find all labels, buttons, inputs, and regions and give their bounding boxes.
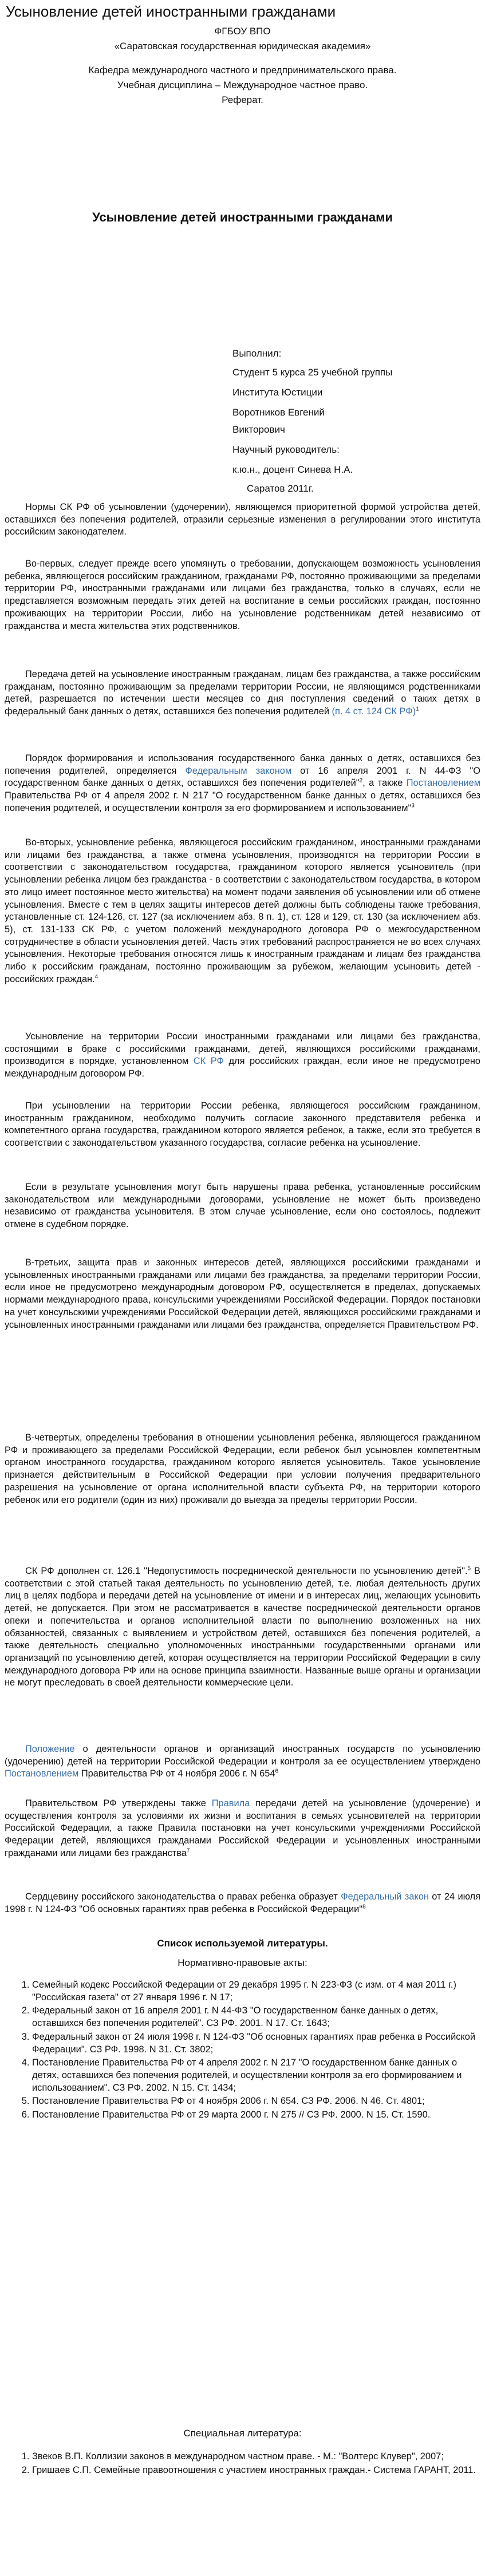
link-federal-law-2[interactable]: Федеральный закон [341, 1892, 429, 1902]
special-literature-title: Специальная литература: [183, 2428, 302, 2439]
university-abbr: ФГБОУ ВПО [214, 26, 271, 37]
document-top-title: Усыновление детей иностранными гражданами [6, 3, 336, 20]
reference-item: 1. Семейный кодекс Российской Федерации от 29 декабря 1995 г. N 223-ФЗ (с изм. от 4 мая 2011 г.) "Российская газета" от 27 января 1996 г. N 17; [32, 1979, 480, 2004]
reference-item: 3. Федеральный закон от 24 июля 1998 г. N 124-ФЗ "Об основных гарантиях прав ребенка в Российской Федерации". СЗ РФ. 1998. N 31. Ст. 3802; [32, 2031, 480, 2056]
reference-item: 6. Постановление Правительства РФ от 29 марта 2000 г. N 275 // СЗ РФ. 2000. N 15. Ст. 1590. [32, 2109, 480, 2122]
paragraph-13: Правительством РФ утверждены также Правила передачи детей на усыновление (удочерение) и осуществления контроля за условиями их жизни и воспитания в семьях усыновителей на территории Российской Федерации, а также Правила постановки на учет консульскими учреждениями Российской Федерации детей, являющихся гражданами Российской Федерации и усыновленных иностранными гражданами или лицами без гражданства$^7$ [5, 1798, 481, 1858]
paragraph-14: Сердцевину российского законодательства о правах ребенка образует Федеральный закон от 24 июля 1998 г. N 124-ФЗ "Об основных гарантиях прав ребенка в Российской Федерации"$^8$ [5, 1892, 480, 1914]
references-title: Список используемой литературы. [157, 1938, 328, 1949]
link-federal-law[interactable]: Федеральным законом [185, 765, 292, 776]
link-rules[interactable]: Правила [211, 1798, 250, 1809]
document-page: Усыновление детей иностранными гражданами ФГБОУ ВПО «Саратовская государственная юридическая академия» Кафедра международного частного и предпринимательского права. Учебная дисциплина – Международное частное право. Реферат. Усыновление детей иностранными гражданами Выполнил: Студент 5 курса 25 учебной группы Института Юстиции Воротников Евгений Викторович Научный руководитель: к.ю.н., доцент Синева Н.А. Саратов 2011г. Нормы СК РФ об усыновлении (удочерении), являющемся приоритетной формой устройства детей, оставшихся без попечения родителей, отразили серьезные изменения в регулировании этого института российским законодателем. Во-первых, следует прежде всего упомянуть о требовании, допускающем возможность усыновления ребенка, являющегося российским гражданином, гражданами РФ, постоянно проживающими за пределами территории РФ, иностранными гражданами или лицами без гражданства, только в случаях, если не представляется возможным передать этих детей на воспитание в семьи российских граждан, постоянно проживающих на территории России, либо на усыновление родственникам детей независимо от гражданства и места жительства этих родственников. Передача детей на усыновление иностранным гражданам, лицам без гражданства, а также российским гражданам, постоянно проживающим за пределами территории России, не являющимся родственниками детей, разрешается по истечении шести месяцев со дня поступления сведений о таких детях в федеральный банк данных о детях, оставшихся без попечения родителей (п. 4 ст. 124 СК РФ)$^1$ Порядок формирования и использования государственного банка данных о детях, оставшихся без попечения родителей, определяется Федеральным законом от 16 апреля 2001 г. N 44-ФЗ "О государственном банке данных о детях, оставшихся без попечения родителей"$^2$, а также Постановлением Правительства РФ от 4 апреля 2002 г. N 217 "О государственном банке данных о детях, оставшихся без попечения родителей, и осуществлении контроля за его формированием и использованием"$^3$ Во-вторых, усыновление ребенка, являющегося российским гражданином, иностранными гражданами или лицами без гражданства, а также отмена усыновления, производятся на территории России в соответствии с законодательством государства, гражданином которого является усыновитель (при усыновлении ребенка лицом без гражданства - в соответствии с законодательством государства, в котором это лицо имеет постоянное место жительства) на момент подачи заявления об усыновлении или об отмене усыновления. Вместе с тем в целях защиты интересов детей должны быть соблюдены также требования, установленные ст. 124-126, ст. 127 (за исключением абз. 8 п. 1), ст. 128 и 129, ст. 130 (за исключением абз. 5), ст. 131-133 СК РФ, с учетом положений международного договора РФ о межгосударственном сотрудничестве в области усыновления детей. Часть этих требований распространяется не во всех случаях усыновления. Некоторые требования относятся лишь к иностранным гражданам и лицам без гражданства либо к российским гражданам, постоянно проживающим за рубежом, желающим усыновить детей - российских граждан.$^4$ Усыновление на территории России иностранными гражданами или лицами без гражданства, состоящими в браке с российскими гражданами, детей, являющихся российскими гражданами, производится в порядке, установленном СК РФ для российских граждан, если иное не предусмотрено международным договором РФ. При усыновлении на территории России ребенка, являющегося российским гражданином, иностранным гражданином, необходимо получить согласие законного представителя ребенка и компетентного органа государства, гражданином которого является ребенок, а также, если это требуется в соответствии с законодательством указанного государства, согласие ребенка на усыновление. Если в результате усыновления могут быть нарушены права ребенка, установленные российским законодательством или международными договорами, усыновление не может быть произведено независимо от гражданства усыновителя. В этом случае усыновление, если оно состоялось, подлежит отмене в судебном порядке. В-третьих, защита прав и законных интересов детей, являющихся российскими гражданами и усыновленных иностранными гражданами или лицами без гражданства, за пределами территории России, если иное не предусмотрено международным договором РФ, осуществляется в пределах, допускаемых нормами международного права, консульскими учреждениями Российской Федерации. Порядок постановки на учет консульскими учреждениями Российской Федерации детей, являющихся российскими гражданами и усыновленных иностранными гражданами или лицами без гражданства, определяется Правительством РФ. В-четвертых, определены требования в отношении усыновления ребенка, являющегося гражданином РФ и проживающего за пределами Российской Федерации, если ребенок был усыновлен компетентным органом иностранного государства, гражданином которого является усыновитель. Такое усыновление признается действительным в Российской Федерации при условии получения предварительного разрешения на усыновление от органа исполнительной власти субъекта РФ, на территории которого ребенок или его родители (один из них) проживали до выезда за пределы территории России. СК РФ дополнен ст. 126.1 "Недопустимость посреднической деятельности по усыновлению детей".$^5$ В соответствии с этой статьей такая деятельность по усыновлению детей, т.е. любая деятельность других лиц в целях подбора и передачи детей на усыновление от имени и в интересах лиц, желающих усыновить детей, не допускается. При этом не рассматривается в качестве посреднической деятельности органов опеки и попечительства и органов исполнительной власти по выполнению возложенных на них обязанностей, связанных с выявлением и устройством детей, оставшихся без попечения родителей, а также деятельность специально уполномоченных иностранными государственными органами или организаций по усыновлению детей, которая осуществляется на территории Российской Федерации в силу международного договора РФ или на основе принципа взаимности. Названные выше органы и организации не могут преследовать в своей деятельности коммерческие цели. Положение о деятельности органов и организаций иностранных государств по усыновлению (удочерению) детей на территории Российской Федерации и контроля за ее осуществлением утверждено Постановлением Правительства РФ от 4 ноября 2006 г. N $654^6$ Правительством РФ утверждены также Правила передачи детей на усыновление (удочерение) и осуществления контроля за условиями их жизни и воспитания в семьях усыновителей на территории Российской Федерации, а также Правила постановки на учет консульскими учреждениями Российской Федерации детей, являющихся гражданами Российской Федерации и усыновленных иностранными гражданами или лицами без гражданства$^7$ Сердцевину российского законодательства о правах ребенка образует Федеральный закон от 24 июля 1998 г. N 124-ФЗ "Об основных гарантиях прав ребенка в Российской Федерации"$^8$ Список используемой литературы. Нормативно-правовые акты: 1. Семейный кодекс Российской Федерации от 29 декабря 1995 г. N 223-ФЗ (с изм. от 4 мая 2011 г.) "Российская газета" от 27 января 1996 г. N 17; 2. Федеральный закон от 16 апреля 2001 г. N 44-ФЗ "О государственном банке данных о детях, оставшихся без попечения родителей". СЗ РФ. 2001. N 17. Ст. 1643; 3. Федеральный закон от 24 июля 1998 г. N 124-ФЗ "Об основных гарантиях прав ребенка в Российской Федерации". СЗ РФ. 1998. N 31. Ст. 3802; 4. Постановление Правительства РФ от 4 апреля 2002 г. N 217 "О государственном банке данных о детях, оставшихся без попечения родителей, и осуществлении контроля за его формированием и использованием". СЗ РФ. 2002. N 15. Ст. 1434; 5. Постановление Правительства РФ от 4 ноября 2006 г. N 654. СЗ РФ. 2006. N 46. Ст. 4801; 6. Постановление Правительства РФ от 29 марта 2000 г. N 275 // СЗ РФ. 2000. N 15. Ст. 1590. Специальная литература: 1. Звеков В.П. Коллизии законов в международном частном праве. - М.: "Волтерс Клувер", 2007; 2. Гришаев С.П. Семейные правоотношения с участием иностранных граждан.- Система ГАРАНТ, 2011. [0, 0, 485, 2576]
normative-acts-title: Нормативно-правовые акты: [178, 1957, 307, 1968]
link-sk[interactable]: СК РФ [193, 1056, 224, 1067]
department: Кафедра международного частного и предпринимательского права. [88, 65, 397, 76]
paragraph-7: При усыновлении на территории России ребенка, являющегося российским гражданином, иностранным гражданином, необходимо получить согласие законного представителя ребенка и компетентного органа государства, гражданином которого является ребенок, а также, если это требуется в соответствии с законодательством указанного государства, согласие ребенка на усыновление. [5, 1101, 480, 1149]
link-resolution-2[interactable]: Постановлением [5, 1768, 79, 1779]
paragraph-12: Положение о деятельности органов и организаций иностранных государств по усыновлению (удочерению) детей на территории Российской Федерации и контроля за ее осуществлением утверждено Постановлением Правительства РФ от 4 ноября 2006 г. N $654^6$ [5, 1744, 480, 1779]
special-literature-list [5, 2451, 480, 2478]
paragraph-10: В-четвертых, определены требования в отношении усыновления ребенка, являющегося гражданином РФ и проживающего за пределами Российской Федерации, если ребенок был усыновлен компетентным органом иностранного государства, гражданином которого является усыновитель. Такое усыновление признается действительным в Российской Федерации при условии получения предварительного разрешения на усыновление от органа исполнительной власти субъекта РФ, на территории которого ребенок или его родители (один из них) проживали до выезда за пределы территории России. [5, 1433, 480, 1505]
paragraph-5: Во-вторых, усыновление ребенка, являющегося российским гражданином, иностранными гражданами или лицами без гражданства, а также отмена усыновления, производятся на территории России в соответствии с законодательством государства, гражданином которого является усыновитель (при усыновлении ребенка лицом без гражданства - в соответствии с законодательством государства, в котором это лицо имеет постоянное место жительства) на момент подачи заявления об усыновлении или об отмене усыновления. Вместе с тем в целях защиты интересов детей должны быть соблюдены также требования, установленные ст. 124-126, ст. 127 (за исключением абз. 8 п. 1), ст. 128 и 129, ст. 130 (за исключением абз. 5), ст. 131-133 СК РФ, с учетом положений международного договора РФ о межгосударственном сотрудничестве в области усыновления детей. Часть этих требований распространяется не во всех случаях усыновления. Некоторые требования относятся лишь к иностранным гражданам и лицам без гражданства либо к российским гражданам, постоянно проживающим за рубежом, желающим усыновить детей - российских граждан.$^4$ [5, 837, 480, 984]
university-name: «Саратовская государственная юридическая академия» [114, 41, 371, 52]
discipline: Учебная дисциплина – Международное частное право. [117, 80, 368, 90]
link-resolution[interactable]: Постановлением [406, 778, 480, 789]
paragraph-8: Если в результате усыновления могут быть нарушены права ребенка, установленные российским законодательством или международными договорами, усыновление не может быть произведено независимо от гражданства усыновителя. В этом случае усыновление, если оно состоялось, подлежит отмене в судебном порядке. [5, 1182, 480, 1230]
paragraph-9: В-третьих, защита прав и законных интересов детей, являющихся российскими гражданами и усыновленных иностранными гражданами или лицами без гражданства, за пределами территории России, если иное не предусмотрено международным договором РФ, осуществляется в пределах, допускаемых нормами международного права, консульскими учреждениями Российской Федерации. Порядок постановки на учет консульскими учреждениями Российской Федерации детей, являющихся российскими гражданами и усыновленных иностранными гражданами или лицами без гражданства, определяется Правительством РФ. [5, 1257, 480, 1330]
reference-item: 1. Звеков В.П. Коллизии законов в международном частном праве. - М.: "Волтерс Клувер", 2007; [32, 2451, 480, 2463]
reference-item: 4. Постановление Правительства РФ от 4 апреля 2002 г. N 217 "О государственном банке данных о детях, оставшихся без попечения родителей, и осуществлении контроля за его формированием и использованием". СЗ РФ. 2002. N 15. Ст. 1434; [32, 2057, 480, 2094]
paragraph-3: Передача детей на усыновление иностранным гражданам, лицам без гражданства, а также российским гражданам, постоянно проживающим за пределами территории России, не являющимся родственниками детей, разрешается по истечении шести месяцев со дня поступления сведений о таких детях в федеральный банк данных о детях, оставшихся без попечения родителей (п. 4 ст. 124 СК РФ)$^1$ [5, 669, 480, 717]
reference-item: 5. Постановление Правительства РФ от 4 ноября 2006 г. N 654. СЗ РФ. 2006. N 46. Ст. 4801; [32, 2095, 480, 2108]
reference-item: 2. Гришаев С.П. Семейные правоотношения с участием иностранных граждан.- Система ГАРАНТ, 2011. [32, 2464, 480, 2477]
reference-item: 2. Федеральный закон от 16 апреля 2001 г. N 44-ФЗ "О государственном банке данных о детях, оставшихся без попечения родителей". СЗ РФ. 2001. N 17. Ст. 1643; [32, 2005, 480, 2029]
paragraph-6: Усыновление на территории России иностранными гражданами или лицами без гражданства, состоящими в браке с российскими гражданами, детей, являющихся российскими гражданами, производится в порядке, установленном СК РФ для российских граждан, если иное не предусмотрено международным договором РФ. [5, 1031, 480, 1079]
link-sk-rf[interactable]: (п. 4 ст. 124 СК РФ) [332, 706, 416, 717]
paragraph-11: СК РФ дополнен ст. 126.1 "Недопустимость посреднической деятельности по усыновлению детей".$^5$ В соответствии с этой статьей такая деятельность по усыновлению детей, т.е. любая деятельность других лиц в целях подбора и передачи детей на усыновление от имени и в интересах лиц, желающих усыновить детей, не допускается. При этом не рассматривается в качестве посреднической деятельности органов опеки и попечительства и органов исполнительной власти по выполнению возложенных на них обязанностей, связанных с выявлением и устройством детей, оставшихся без попечения родителей, а также деятельность специально уполномоченных иностранными государственными органами или организаций по усыновлению детей, которая осуществляется на территории Российской Федерации в силу международного договора РФ или на основе принципа взаимности. Названные выше органы и организации не могут преследовать в своей деятельности коммерческие цели. [5, 1565, 480, 1688]
paragraph-1: Нормы СК РФ об усыновлении (удочерении), являющемся приоритетной формой устройства детей, оставшихся без попечения родителей, отразили серьезные изменения в регулировании этого института российским законодателем. [5, 502, 480, 537]
work-type: Реферат. [222, 94, 263, 105]
normative-acts-list [5, 1979, 480, 2123]
paragraph-2: Во-первых, следует прежде всего упомянуть о требовании, допускающем возможность усыновления ребенка, являющегося российским гражданином, гражданами РФ, постоянно проживающими за пределами территории РФ, иностранными гражданами или лицами без гражданства, только в случаях, если не представляется возможным передать этих детей на воспитание в семьи российских граждан, постоянно проживающих на территории России, либо на усыновление родственникам детей независимо от гражданства и места жительства этих родственников. [5, 559, 480, 631]
link-regulation[interactable]: Положение [25, 1744, 75, 1754]
paper-title: Усыновление детей иностранными гражданами [92, 210, 393, 224]
paragraph-4: Порядок формирования и использования государственного банка данных о детях, оставшихся без попечения родителей, определяется Федеральным законом от 16 апреля 2001 г. N 44-ФЗ "О государственном банке данных о детях, оставшихся без попечения родителей"$^2$, а также Постановлением Правительства РФ от 4 апреля 2002 г. N 217 "О государственном банке данных о детях, оставшихся без попечения родителей, и осуществлении контроля за его формированием и использованием"$^3$ [5, 753, 480, 813]
